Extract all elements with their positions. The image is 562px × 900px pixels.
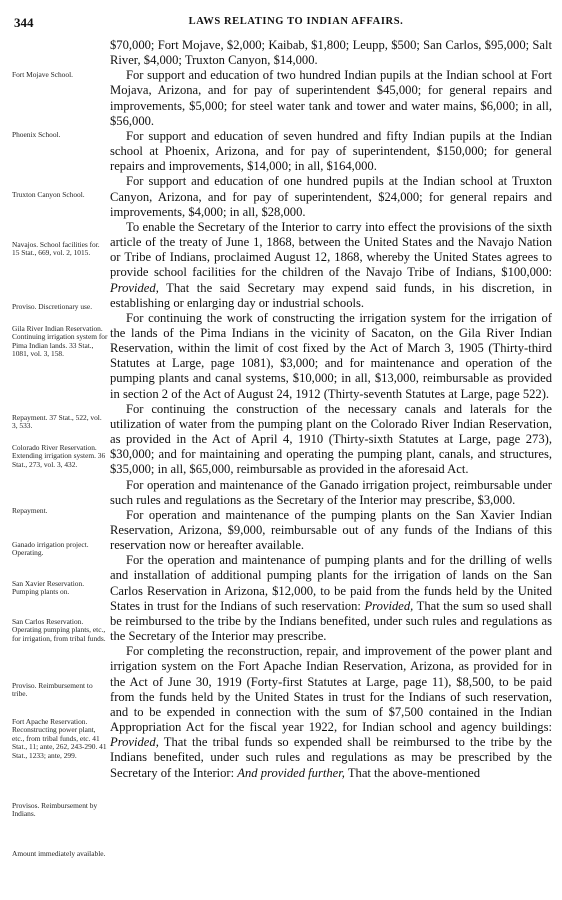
paragraph [110,553,552,644]
margin-note-proviso-reimbursement: Proviso. Reimbursement to tribe. [12,681,93,699]
margin-note-san-carlos: San Carlos Reservation. Operating pumping plants, etc., for irrigation, from tribal funds. [12,617,106,643]
page-number: 344 [14,15,34,30]
text-run: That the said Secretary may expend said funds, in his discretion, in establishing or enlarging day or industrial schools. [110,280,552,310]
paragraph [110,644,552,780]
paragraph: $70,000; Fort Mojave, $2,000; Kaibab, $1,800; Leupp, $500; San Carlos, $95,000; Salt River, $4,000; Truxton Canyon, $14,000. [110,38,552,68]
italic-run: And provided further, [237,765,345,780]
running-title: LAWS RELATING TO INDIAN AFFAIRS. [188,16,404,27]
margin-note-fort-mojave: Fort Mojave School. [12,70,73,79]
text-run: For completing the reconstruction, repair, and improvement of the power plant and irrigation system on the Fort Apache Indian Reservation, Arizona, as provided for in the Act of June 30, 1919 (Forty-first Statutes at Large, page 11), $8,500, to be paid from the funds held by the United States in trust for the Indians of such reservation, and to be expended in connection with the sum of $7,500 contained in the Indian Appropriation Act for the fiscal year 1922, for Indian school and agency buildings: [110,644,552,735]
margin-note-amount-available: Amount immediately available. [12,849,106,858]
margin-note-navajos: Navajos. School facilities for. 15 Stat., 669, vol. 2, 1015. [12,240,100,258]
margin-notes [12,0,108,900]
text-run: That the above-mentioned [344,765,481,780]
margin-note-colorado-river: Colorado River Reservation. Extending irrigation system. 36 Stat., 273, vol. 3, 432. [12,443,106,469]
paragraph: For operation and maintenance of the Ganado irrigation project, reimbursable under such rules and regulations as the Secretary of the Interior may prescribe, $3,000. [110,477,552,507]
paragraph: For support and education of seven hundred and fifty Indian pupils at the Indian school at Phoenix, Arizona, and for pay of superintendent, $150,000; for general repairs and improvements, $14,000; in all, $164,000. [110,128,552,174]
paragraph: For operation and maintenance of the pumping plants on the San Xavier Indian Reservation, Arizona, $9,000, reimbursable out of any funds of the Indians of this reservation now or hereafter available. [110,507,552,553]
margin-note-repayment-gila: Repayment. 37 Stat., 522, vol. 3, 533. [12,413,102,431]
paragraph [110,220,552,311]
margin-note-ganado: Ganado irrigation project. Operating. [12,540,89,558]
paragraph: For support and education of one hundred pupils at the Indian school at Truxton Canyon, Arizona, and for pay of superintendent, $24,000; for general repairs and improvements, $4,000; in all, $28,000. [110,174,552,219]
margin-note-gila-river: Gila River Indian Reservation. Continuing irrigation system for Pima Indian lands. 33 Stat., 1081, vol. 3, 158. [12,324,108,359]
margin-note-truxton: Truxton Canyon School. [12,190,85,199]
margin-note-fort-apache: Fort Apache Reservation. Reconstructing power plant, etc., from tribal funds, etc. 41 Stat., 11; ante, 262, 243-290. 41 Stat., 1233; ante, 299. [12,717,107,760]
italic-run: Provided, [364,598,414,613]
margin-note-provisos-reimbursement: Provisos. Reimbursement by Indians. [12,801,98,819]
margin-note-repayment-colorado: Repayment. [12,506,48,515]
text-run: To enable the Secretary of the Interior to carry into effect the provisions of the sixth article of the treaty of June 1, 1868, between the United States and the Navajo Nation or Tribe of Indians, proclaimed August 12, 1868, whereby the United States agrees to provide school facilities for the children of the Navajo Tribe of Indians, $100,000: [110,219,552,280]
margin-note-phoenix: Phoenix School. [12,130,61,139]
text-run: That the tribal funds so expended shall be reimbursed to the tribe by the Indians benefited, under such rules and regulations as may be prescribed by the Secretary of the Interior: [110,735,552,780]
text-run: That the sum so used shall be reimbursed to the tribe by the Indians benefited, under such rules and regulations as the Secretary of the Interior may prescribe. [110,598,552,644]
main-text [110,38,552,781]
paragraph: For continuing the construction of the necessary canals and laterals for the utilization of water from the pumping plant on the Colorado River Indian Reservation, as provided in the Act of April 4, 1910 (Thirty-sixth Statutes at Large, page 273), $30,000; and for maintaining and operating the pumping plant, canals, and structures, $35,000; in all, $65,000, reimbursable as provided in the aforesaid Act. [110,401,552,477]
margin-note-san-xavier: San Xavier Reservation. Pumping plants on. [12,579,85,597]
italic-run: Provided, [110,735,159,750]
margin-note-proviso-discretionary: Proviso. Discretionary use. [12,302,93,311]
italic-run: Provided, [110,280,159,295]
paragraph: For continuing the work of constructing the irrigation system for the irrigation of the lands of the Pima Indians in the vicinity of Sacaton, on the Gila River Indian Reservation, within the limit of cost fixed by the Act of March 3, 1905 (Thirty-third Statutes at Large, page 1081), $3,000; and for maintenance and operation of the pumping plants and canal systems, $10,000; in all, $13,000, reimbursable as provided in section 2 of the Act of August 24, 1912 (Thirty-seventh Statutes at Large, page 522). [110,310,552,401]
paragraph: For support and education of two hundred Indian pupils at the Indian school at Fort Mojava, Arizona, and for pay of superintendent $45,000; for general repairs and improvements, $5,000; for steel water tank and tower and water mains, $6,000; in all, $56,000. [110,68,552,128]
text-run: For the operation and maintenance of pumping plants and for the drilling of wells and installation of additional pumping plants for the irrigation of lands on the San Carlos Reservation in Arizona, $12,000, to be paid from the funds held by the United States in trust for the Indians of such reservation: [110,553,552,613]
